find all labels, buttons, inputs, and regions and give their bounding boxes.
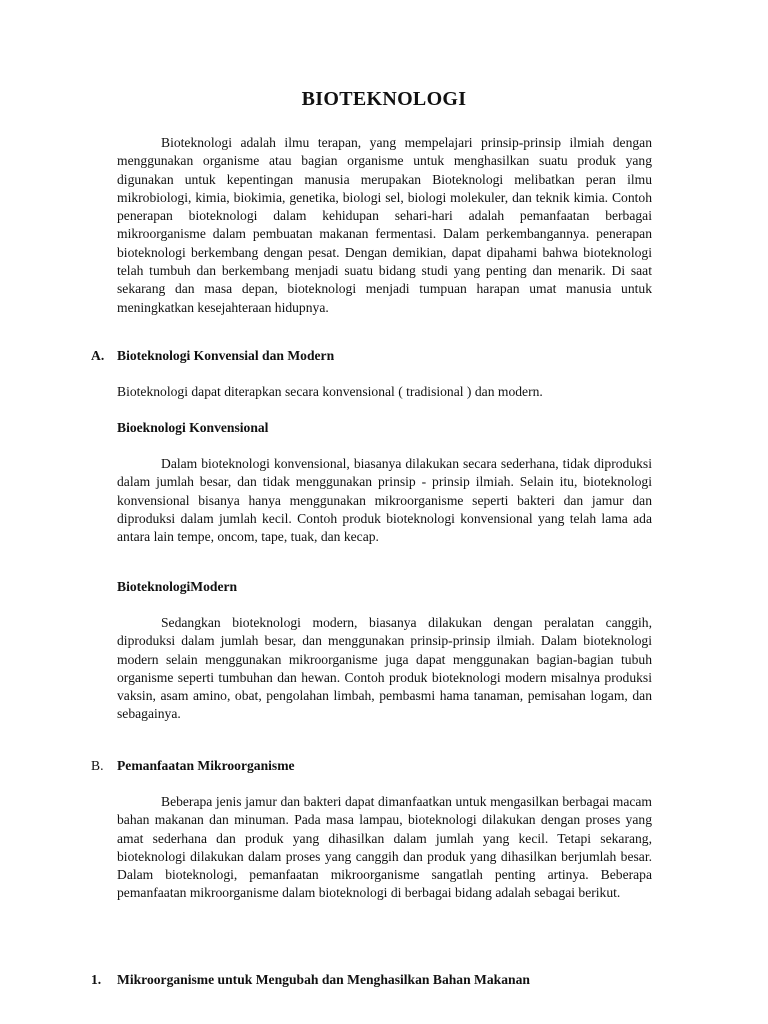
section-b-marker: B. (91, 758, 104, 773)
section-1-marker: 1. (91, 972, 102, 987)
subsection-modern-body: Sedangkan bioteknologi modern, biasanya dilakukan dengan peralatan canggih, diproduksi dalam jumlah besar, dan menggunakan prinsip-prinsip ilmiah. Dalam bioteknologi modern selain menggunakan mikroorganisme juga dapat menggunakan bagian-bagian tubuh organisme seperti tumbuhan dan hewan. Contoh produk bioteknologi modern misalnya produksi vaksin, asam amino, obat, pengolahan limbah, pembasmi hama tanaman, pemisahan logam, dan sebagainya. (117, 615, 652, 722)
section-b-heading (91, 757, 295, 775)
section-a-heading (91, 347, 335, 365)
section-a-marker: A. (91, 348, 105, 363)
section-b-title: Pemanfaatan Mikroorganisme (117, 758, 295, 773)
subsection-modern-heading: BioteknologiModern (117, 579, 238, 594)
document-title: BIOTEKNOLOGI (301, 88, 467, 110)
section-1-title: Mikroorganisme untuk Mengubah dan Menghasilkan Bahan Makanan (117, 972, 530, 987)
section-a-title: Bioteknologi Konvensial dan Modern (117, 348, 335, 363)
subsection-konvensional-body: Dalam bioteknologi konvensional, biasanya dilakukan secara sederhana, tidak diproduksi dalam jumlah besar, dan tidak menggunakan prinsip - prinsip ilmiah. Selain itu, bioteknologi konvensional bisanya hanya menggunakan mikroorganisme seperti bakteri dan jamur dan diproduksi dalam jumlah kecil. Contoh produk bioteknologi konvensional yang telah lama ada antara lain tempe, oncom, tape, tuak, dan kecap. (117, 456, 652, 545)
section-a-intro: Bioteknologi dapat diterapkan secara konvensional ( tradisional ) dan modern. (117, 384, 543, 399)
section-b-body: Beberapa jenis jamur dan bakteri dapat dimanfaatkan untuk mengasilkan berbagai macam bahan makanan dan minuman. Pada masa lampau, bioteknologi dilakukan dengan proses yang amat sederhana dan produk yang dihasilkan dalam jumlah yang kecil. Tetapi sekarang, bioteknologi dilakukan dalam proses yang canggih dan produk yang dihasilkan berjumlah besar. Dalam bioteknologi, pemanfaatan mikroorganisme sangatlah penting artinya. Beberapa pemanfaatan mikroorganisme dalam bioteknologi di berbagai bidang adalah sebagai berikut. (117, 794, 652, 901)
subsection-konvensional-heading: Bioeknologi Konvensional (117, 420, 269, 435)
section-1-heading (91, 971, 530, 989)
intro-paragraph: Bioteknologi adalah ilmu terapan, yang mempelajari prinsip-prinsip ilmiah dengan menggunakan organisme atau bagian organisme untuk menghasilkan suatu produk yang digunakan untuk kepentingan manusia merupakan Bioteknologi melibatkan peran ilmu mikrobiologi, kimia, biokimia, genetika, biologi sel, biologi molekuler, dan teknik kimia. Contoh penerapan bioteknologi dalam kehidupan sehari-hari adalah pemanfaatan berbagai mikroorganisme dalam pembuatan makanan fermentasi. Dalam perkembangannya. penerapan bioteknologi berkembang dengan pesat. Dengan demikian, dapat dipahami bahwa bioteknologi telah tumbuh dan berkembang menjadi suatu bidang studi yang penting dan menarik. Di saat sekarang dan masa depan, bioteknologi menjadi tumpuan harapan umat manusia untuk meningkatkan kesejahteraan hidupnya. (117, 135, 652, 315)
